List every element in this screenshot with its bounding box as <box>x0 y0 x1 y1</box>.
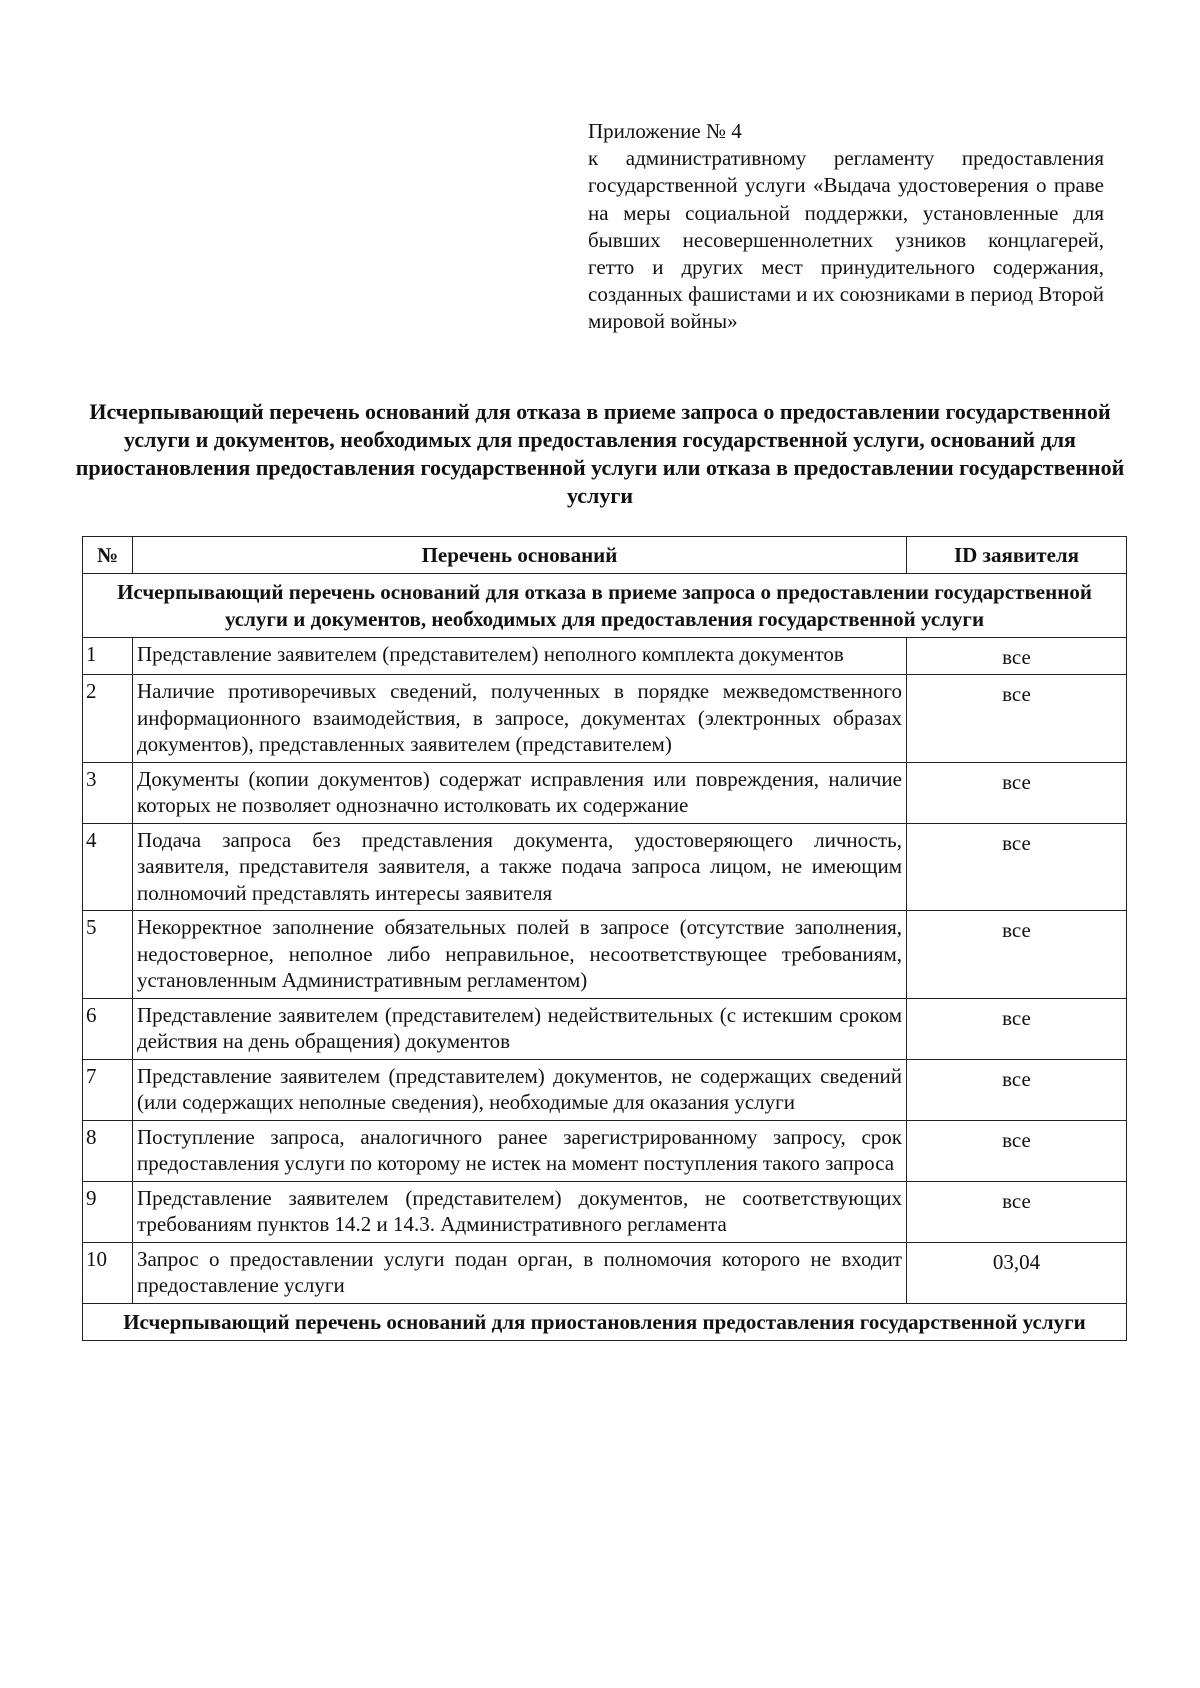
row-applicant-id: все <box>907 1181 1127 1242</box>
row-number: 8 <box>83 1120 133 1181</box>
row-number: 4 <box>83 823 133 911</box>
table-row <box>83 762 1127 823</box>
row-applicant-id: 03,04 <box>907 1242 1127 1303</box>
row-reason-text: Некорректное заполнение обязательных полей в запросе (отсутствие заполнения, недостоверное, неполное либо неправильное, несоответствующее требованиям, установленным Административным регламентом) <box>133 911 907 999</box>
appendix-number: Приложение № 4 <box>588 119 742 143</box>
section-suspension-heading: Исчерпывающий перечень оснований для приостановления предоставления государственной услуги <box>83 1303 1127 1340</box>
row-applicant-id: все <box>907 637 1127 675</box>
row-applicant-id: все <box>907 911 1127 999</box>
row-reason-text: Представление заявителем (представителем) документов, не соответствующих требованиям пунктов 14.2 и 14.3. Административного регламента <box>133 1181 907 1242</box>
row-applicant-id: все <box>907 675 1127 763</box>
header-reasons: Перечень оснований <box>133 537 907 574</box>
row-number: 10 <box>83 1242 133 1303</box>
document-title: Исчерпывающий перечень оснований для отказа в приеме запроса о предоставлении государственной услуги и документов, необходимых для предоставления государственной услуги, оснований для приостановления предоставления государственной услуги или отказа в предоставлении государственной услуги <box>75 399 1125 508</box>
row-reason-text: Представление заявителем (представителем) недействительных (с истекшим сроком действия на день обращения) документов <box>133 998 907 1059</box>
section-refusal-row <box>83 573 1127 637</box>
row-reason-text: Поступление запроса, аналогичного ранее зарегистрированному запросу, срок предоставления услуги по которому не истек на момент поступления такого запроса <box>133 1120 907 1181</box>
row-number: 3 <box>83 762 133 823</box>
row-applicant-id: все <box>907 1120 1127 1181</box>
header-applicant-id: ID заявителя <box>907 537 1127 574</box>
row-number: 5 <box>83 911 133 999</box>
row-reason-text: Наличие противоречивых сведений, полученных в порядке межведомственного информационного взаимодействия, в запросе, документах (электронных образах документов), представленных заявителем (представителем) <box>133 675 907 763</box>
row-number: 6 <box>83 998 133 1059</box>
table-header-row <box>83 537 1127 574</box>
table-row <box>83 1120 1127 1181</box>
row-applicant-id: все <box>907 823 1127 911</box>
row-applicant-id: все <box>907 762 1127 823</box>
table-row <box>83 1059 1127 1120</box>
table-row <box>83 637 1127 675</box>
row-reason-text: Подача запроса без представления документа, удостоверяющего личность, заявителя, представителя заявителя, а также подача запроса лицом, не имеющим полномочий представлять интересы заявителя <box>133 823 907 911</box>
row-reason-text: Представление заявителем (представителем) неполного комплекта документов <box>133 637 907 675</box>
grounds-table <box>82 536 1127 1341</box>
row-number: 2 <box>83 675 133 763</box>
table-row <box>83 911 1127 999</box>
table-row <box>83 1181 1127 1242</box>
appendix-header <box>588 118 1104 336</box>
row-reason-text: Представление заявителем (представителем) документов, не содержащих сведений (или содержащих неполные сведения), необходимые для оказания услуги <box>133 1059 907 1120</box>
table-row <box>83 675 1127 763</box>
row-number: 1 <box>83 637 133 675</box>
section-refusal-heading: Исчерпывающий перечень оснований для отказа в приеме запроса о предоставлении государственной услуги и документов, необходимых для предоставления государственной услуги <box>83 573 1127 637</box>
row-number: 7 <box>83 1059 133 1120</box>
row-number: 9 <box>83 1181 133 1242</box>
table-row <box>83 823 1127 911</box>
appendix-description: к административному регламенту предоставления государственной услуги «Выдача удостоверения о праве на меры социальной поддержки, установленные для бывших несовершеннолетних узников концлагерей, гетто и других мест принудительного содержания, созданных фашистами и их союзниками в период Второй мировой войны» <box>588 146 1104 334</box>
row-reason-text: Запрос о предоставлении услуги подан орган, в полномочия которого не входит предоставление услуги <box>133 1242 907 1303</box>
table-row <box>83 1242 1127 1303</box>
row-reason-text: Документы (копии документов) содержат исправления или повреждения, наличие которых не позволяет однозначно истолковать их содержание <box>133 762 907 823</box>
table-row <box>83 998 1127 1059</box>
row-applicant-id: все <box>907 1059 1127 1120</box>
header-number: № <box>83 537 133 574</box>
section-suspension-row <box>83 1303 1127 1340</box>
row-applicant-id: все <box>907 998 1127 1059</box>
